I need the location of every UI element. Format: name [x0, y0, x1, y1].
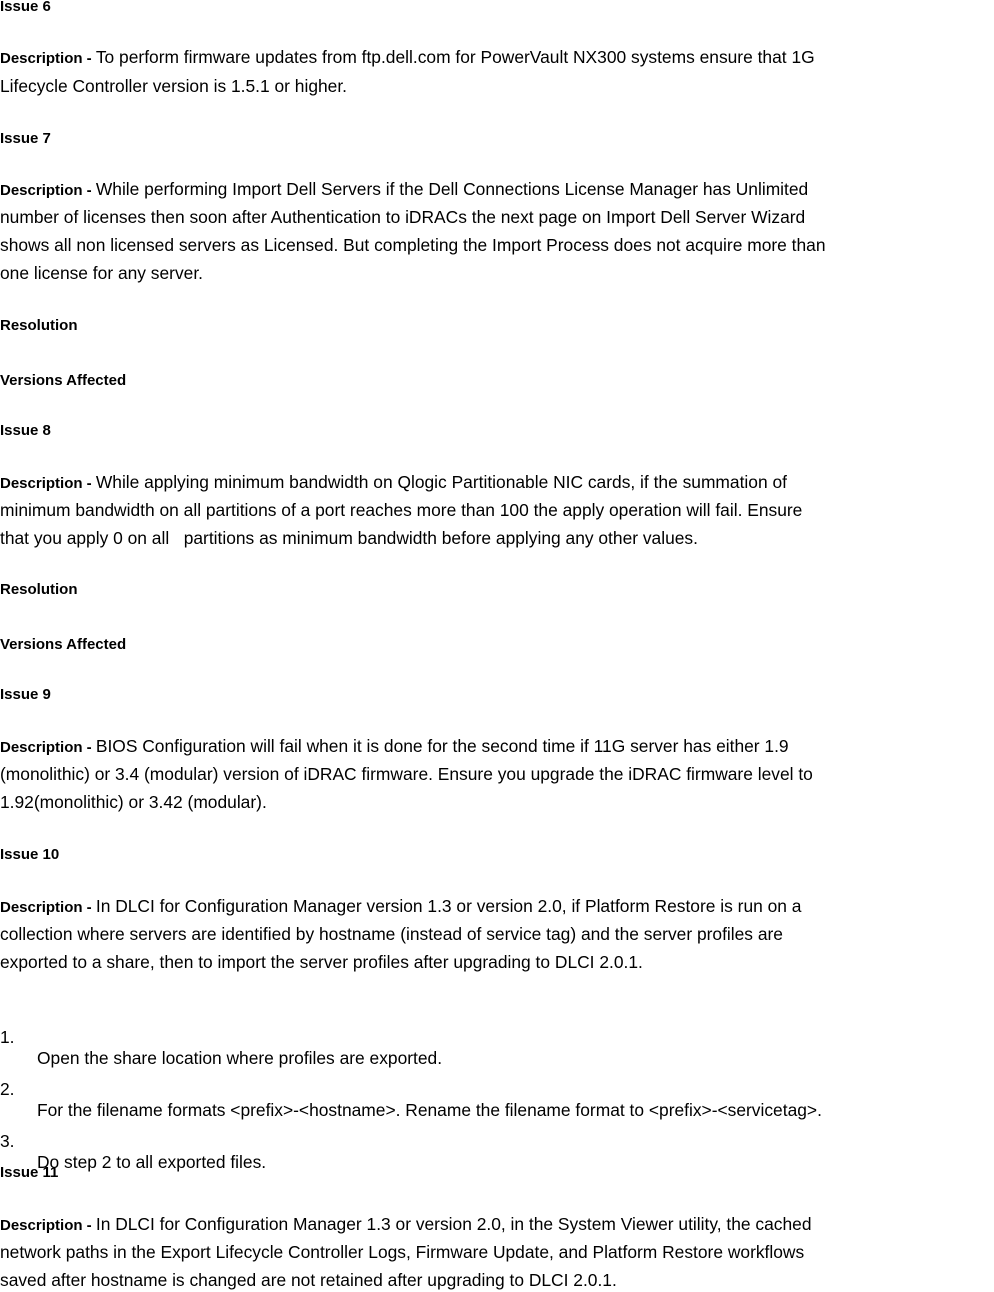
issue-8-description-line-2: minimum bandwidth on all partitions of a port reaches more than 100 the apply operation will fail. Ensure — [0, 500, 803, 520]
issue-6-description-line-1: Description - To perform firmware updates from ftp.dell.com for PowerVault NX300 systems ensure that 1G — [0, 47, 815, 67]
issue-7-description-line-2: number of licenses then soon after Authentication to iDRACs the next page on Import Dell Server Wizard — [0, 207, 806, 227]
issue-11-heading: Issue 11 — [0, 1164, 59, 1181]
step-text: Open the share location where profiles are exported. — [37, 1048, 443, 1068]
description-label: Description - — [0, 1217, 96, 1234]
description-label: Description - — [0, 739, 96, 756]
step-number: 3. — [0, 1131, 15, 1151]
step-text: Do step 2 to all exported files. — [37, 1152, 267, 1172]
issue-8-description-line-3: that you apply 0 on all partitions as minimum bandwidth before applying any other values. — [0, 528, 698, 548]
description-label: Description - — [0, 182, 96, 199]
issue-11-description-line-1: Description - In DLCI for Configuration Manager 1.3 or version 2.0, in the System Viewer utility, the cached — [0, 1214, 812, 1234]
issue-8-heading: Issue 8 — [0, 422, 51, 439]
issue-6-heading: Issue 6 — [0, 0, 51, 15]
issue-7-heading: Issue 7 — [0, 130, 51, 147]
issue-8-description-line-1: Description - While applying minimum bandwidth on Qlogic Partitionable NIC cards, if the summation of — [0, 472, 787, 492]
step-text: For the filename formats <prefix>-<hostname>. Rename the filename format to <prefix>-<servicetag>. — [37, 1100, 822, 1120]
issue-9-description-line-3: 1.92(monolithic) or 3.42 (modular). — [0, 792, 267, 812]
issue-7-description-line-3: shows all non licensed servers as Licensed. But completing the Import Process does not acquire more than — [0, 235, 826, 255]
issue-8-versions-affected-heading: Versions Affected — [0, 636, 127, 653]
issue-9-description-line-2: (monolithic) or 3.4 (modular) version of iDRAC firmware. Ensure you upgrade the iDRAC firmware level to — [0, 764, 813, 784]
description-label: Description - — [0, 475, 96, 492]
issue-10-description-line-1: Description - In DLCI for Configuration Manager version 1.3 or version 2.0, if Platform Restore is run on a — [0, 896, 802, 916]
issue-11-description-line-3: saved after hostname is changed are not retained after upgrading to DLCI 2.0.1. — [0, 1270, 617, 1290]
issue-9-heading: Issue 9 — [0, 686, 51, 703]
issue-7-description-line-4: one license for any server. — [0, 263, 203, 283]
issue-9-description-line-1: Description - BIOS Configuration will fail when it is done for the second time if 11G server has either 1.9 — [0, 736, 789, 756]
issue-6-description-line-2: Lifecycle Controller version is 1.5.1 or higher. — [0, 76, 348, 96]
issue-7-description-line-1: Description - While performing Import Dell Servers if the Dell Connections License Manager has Unlimited — [0, 179, 809, 199]
issue-8-resolution-heading: Resolution — [0, 581, 78, 598]
description-label: Description - — [0, 50, 96, 67]
issue-10-heading: Issue 10 — [0, 846, 60, 863]
issue-11-description-line-2: network paths in the Export Lifecycle Controller Logs, Firmware Update, and Platform Restore workflows — [0, 1242, 805, 1262]
step-number: 2. — [0, 1079, 15, 1099]
step-number: 1. — [0, 1027, 15, 1047]
issue-10-description-line-2: collection where servers are identified by hostname (instead of service tag) and the server profiles are — [0, 924, 783, 944]
description-label: Description - — [0, 899, 96, 916]
issue-10-step-3 — [0, 1110, 994, 1194]
issue-7-resolution-heading: Resolution — [0, 317, 78, 334]
issue-7-versions-affected-heading: Versions Affected — [0, 372, 127, 389]
issue-10-description-line-3: exported to a share, then to import the server profiles after upgrading to DLCI 2.0.1. — [0, 952, 643, 972]
